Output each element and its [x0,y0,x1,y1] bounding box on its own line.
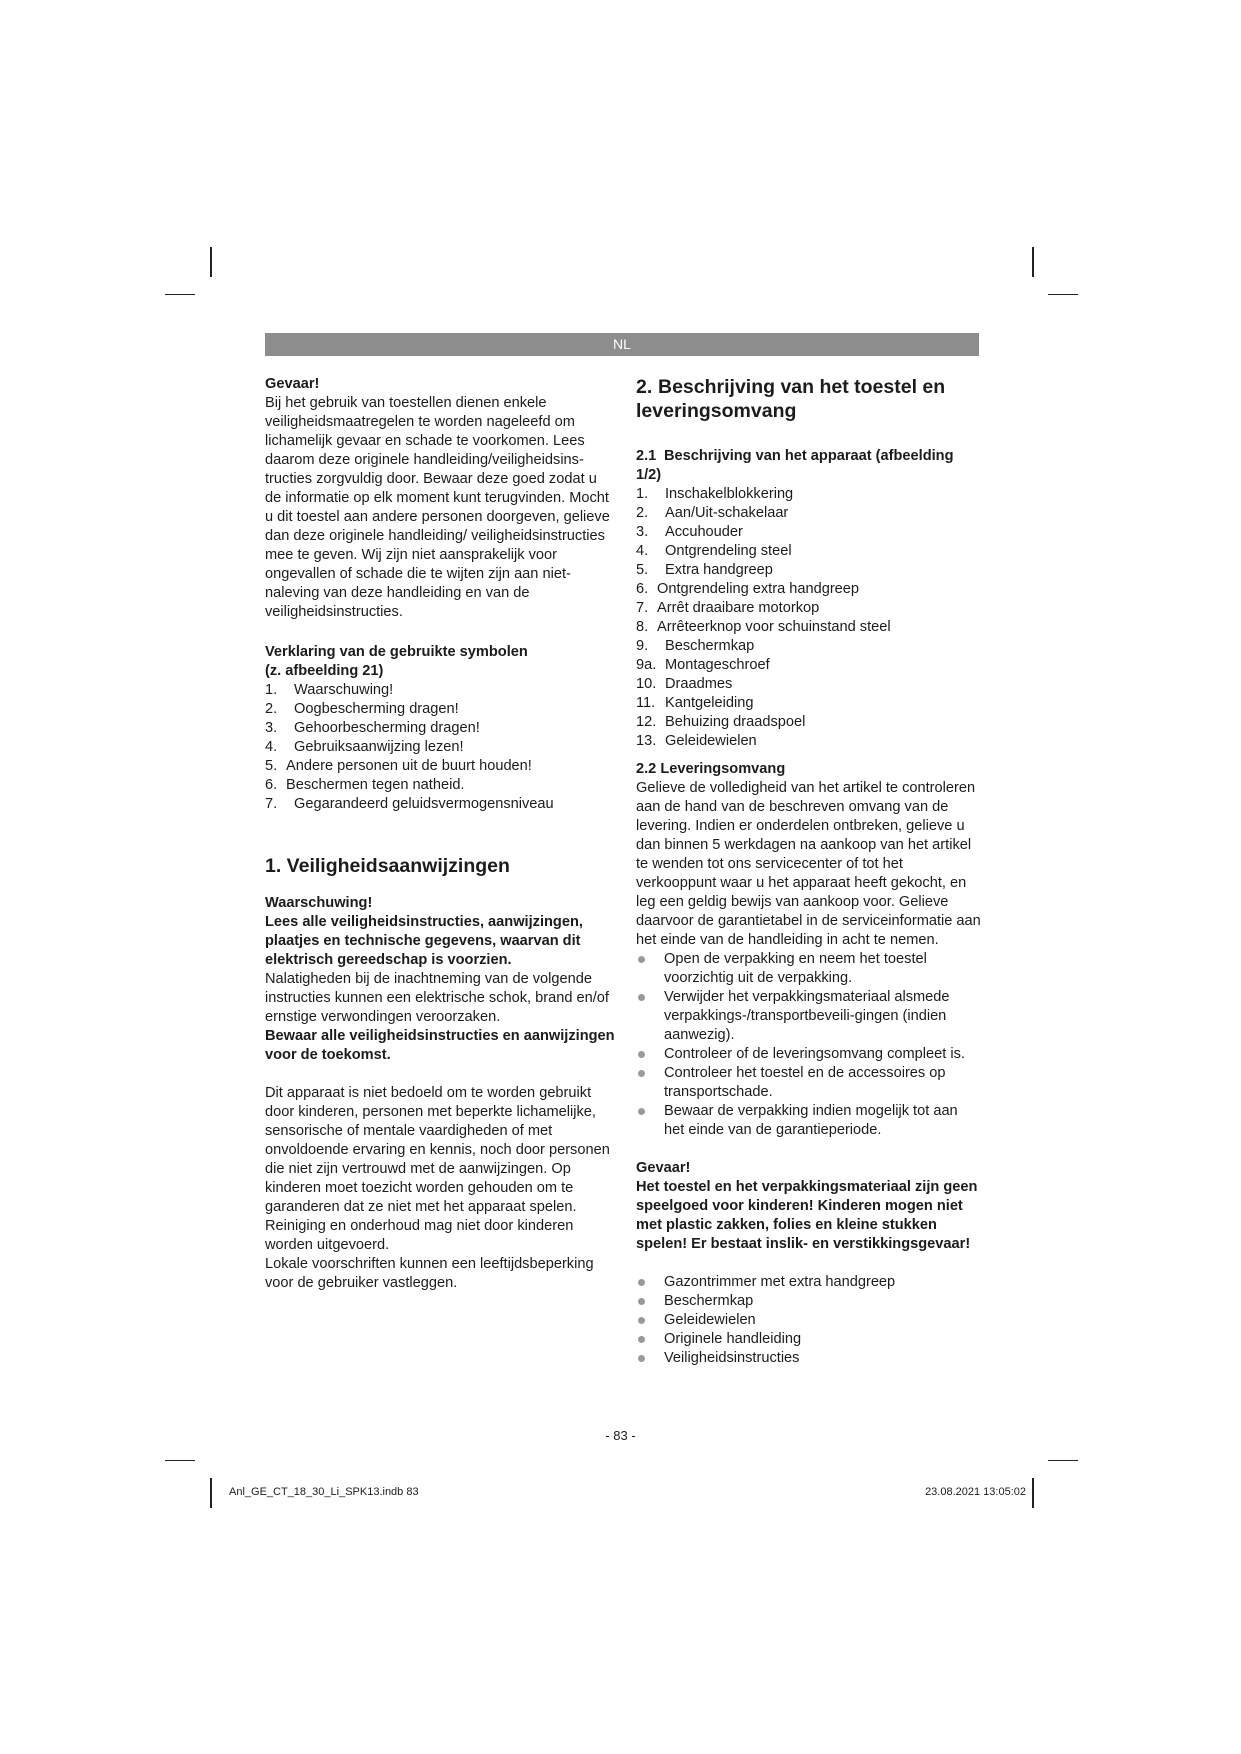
list-item: 2. Aan/Uit-schakelaar [636,505,789,521]
list-item: 10. Draadmes [636,676,733,692]
list-item: 1. Waarschuwing! [265,682,394,698]
gevaar-paragraph: Bij het gebruik van toestellen dienen enkele veiligheidsmaatregelen te worden nageleefd om lichamelijk gevaar en schade te voorkomen. Lees daarom deze originele handleiding/veiligheidsinstructies zorgvuldig door. Bewaar deze goed zodat u de informatie op elk moment kunt terugvinden. Mocht u dit toestel aan andere personen doorgeven, gelieve dan deze originele handleiding/ veiligheidsinstructies mee te geven. Wij zijn niet aansprakelijk voor ongevallen of schade die te wijten zijn aan niet-naleving van deze handleiding en van de veiligheidsinstructies. [265,395,610,620]
keep-instructions-text: Bewaar alle veiligheidsinstructies en aanwijzingen voor de toekomst. [265,1028,615,1063]
children-paragraph: Dit apparaat is niet bedoeld om te worden gebruikt door kinderen, personen met beperkte lichamelijke, sensorische of mentale vaardigheden of met onvoldoende ervaring en kennis, noch door personen die niet zijn vertrouwd met de aanwijzingen. Op kinderen moet toezicht worden gehouden om te garanderen dat ze niet met het apparaat spelen. Reiniging en onderhoud mag niet door kinderen worden uitgevoerd. [265,1085,610,1253]
warning-bold-text: Lees alle veiligheidsinstructies, aanwijzingen, plaatjes en technische gegevens, waarvan dit elektrisch gereedschap is voorzien. [265,914,583,968]
parts-list [636,485,981,751]
list-item: 9a. Montageschroef [636,657,770,673]
language-header: NL [265,333,979,356]
list-item: 2. Oogbescherming dragen! [265,701,459,717]
page-number: - 83 - [605,1428,636,1443]
symbols-list [265,681,615,814]
crop-mark [210,1478,212,1508]
section-2-heading: 2. Beschrijving van het toestel en leveringsomvang [636,376,946,422]
list-item: Open de verpakking en neem het toestel voorzichtig uit de verpakking. [636,950,981,988]
list-item: Controleer of de leveringsomvang compleet is. [636,1045,981,1064]
warning-paragraph: Nalatigheden bij de inachtneming van de volgende instructies kunnen een elektrische schok, brand en/of ernstige verwondingen veroorzaken. [265,971,609,1025]
list-item: 4. Ontgrendeling steel [636,543,792,559]
list-item: 1. Inschakelblokkering [636,486,794,502]
list-item: Veiligheidsinstructies [636,1349,981,1368]
list-item: Gazontrimmer met extra handgreep [636,1273,981,1292]
crop-mark [165,294,195,295]
list-item: 9. Beschermkap [636,638,755,654]
crop-mark [165,1460,195,1461]
list-item: 7. Arrêt draaibare motorkop [636,600,820,616]
unpacking-steps-list [636,950,981,1140]
list-item: 3. Gehoorbescherming dragen! [265,720,480,736]
list-item: 3. Accuhouder [636,524,743,540]
danger-title: Gevaar! [636,1160,691,1176]
footer-datetime: 23.08.2021 13:05:02 [925,1486,1026,1498]
list-item: 12. Behuizing draadspoel [636,714,806,730]
subsection-2-2-heading: 2.2 Leveringsomvang [636,761,786,777]
list-item: Originele handleiding [636,1330,981,1349]
list-item: 5. Andere personen uit de buurt houden! [265,758,532,774]
right-column [636,375,981,1368]
list-item: 13. Geleidewielen [636,733,757,749]
list-item: Beschermkap [636,1292,981,1311]
list-item: 6. Beschermen tegen natheid. [265,777,465,793]
symbols-subheading: (z. afbeelding 21) [265,663,384,679]
warning-title: Waarschuwing! [265,895,373,911]
list-item: Bewaar de verpakking indien mogelijk tot aan het einde van de garantieperiode. [636,1102,981,1140]
section-1-heading: 1. Veiligheidsaanwijzingen [265,855,510,877]
crop-mark [1048,1460,1078,1461]
danger-bold-text: Het toestel en het verpakkingsmateriaal zijn geen speelgoed voor kinderen! Kinderen mogen niet met plastic zakken, folies en kleine stukken spelen! Er bestaat inslik- en verstikkingsgevaar! [636,1179,978,1252]
list-item: 8. Arrêteerknop voor schuinstand steel [636,619,891,635]
list-item: Geleidewielen [636,1311,981,1330]
list-item: 7. Gegarandeerd geluidsvermogensniveau [265,796,554,812]
list-item: 6. Ontgrendeling extra handgreep [636,581,860,597]
list-item: 4. Gebruiksaanwijzing lezen! [265,739,464,755]
list-item: Verwijder het verpakkingsmateriaal alsmede verpakkings-/transportbeveili-gingen (indien aanwezig). [636,988,981,1045]
delivery-paragraph: Gelieve de volledigheid van het artikel te controleren aan de hand van de beschreven omvang van de levering. Indien er onderdelen ontbreken, gelieve u dan binnen 5 werkdagen na aankoop van het artikel te wenden tot ons servicecenter of tot het verkooppunt waar u het apparaat heeft gekocht, en leg een geldig bewijs van aankoop voor. Gelieve daarvoor de garantietabel in de serviceinformatie aan het einde van de handleiding in acht te nemen. [636,780,981,948]
gevaar-title: Gevaar! [265,376,320,392]
symbols-heading: Verklaring van de gebruikte symbolen [265,644,528,660]
crop-mark [1032,1478,1034,1508]
local-rules-paragraph: Lokale voorschriften kunnen een leeftijdsbeperking voor de gebruiker vastleggen. [265,1256,594,1291]
crop-mark [1032,247,1034,277]
left-column [265,375,615,1293]
footer-filename: Anl_GE_CT_18_30_Li_SPK13.indb 83 [229,1486,419,1498]
list-item: 5. Extra handgreep [636,562,773,578]
list-item: 11. Kantgeleiding [636,695,754,711]
crop-mark [1048,294,1078,295]
delivery-contents-list [636,1273,981,1368]
subsection-2-1-heading: 2.1 Beschrijving van het apparaat (afbeelding 1/2) [636,448,954,483]
list-item: Controleer het toestel en de accessoires op transportschade. [636,1064,981,1102]
crop-mark [210,247,212,277]
